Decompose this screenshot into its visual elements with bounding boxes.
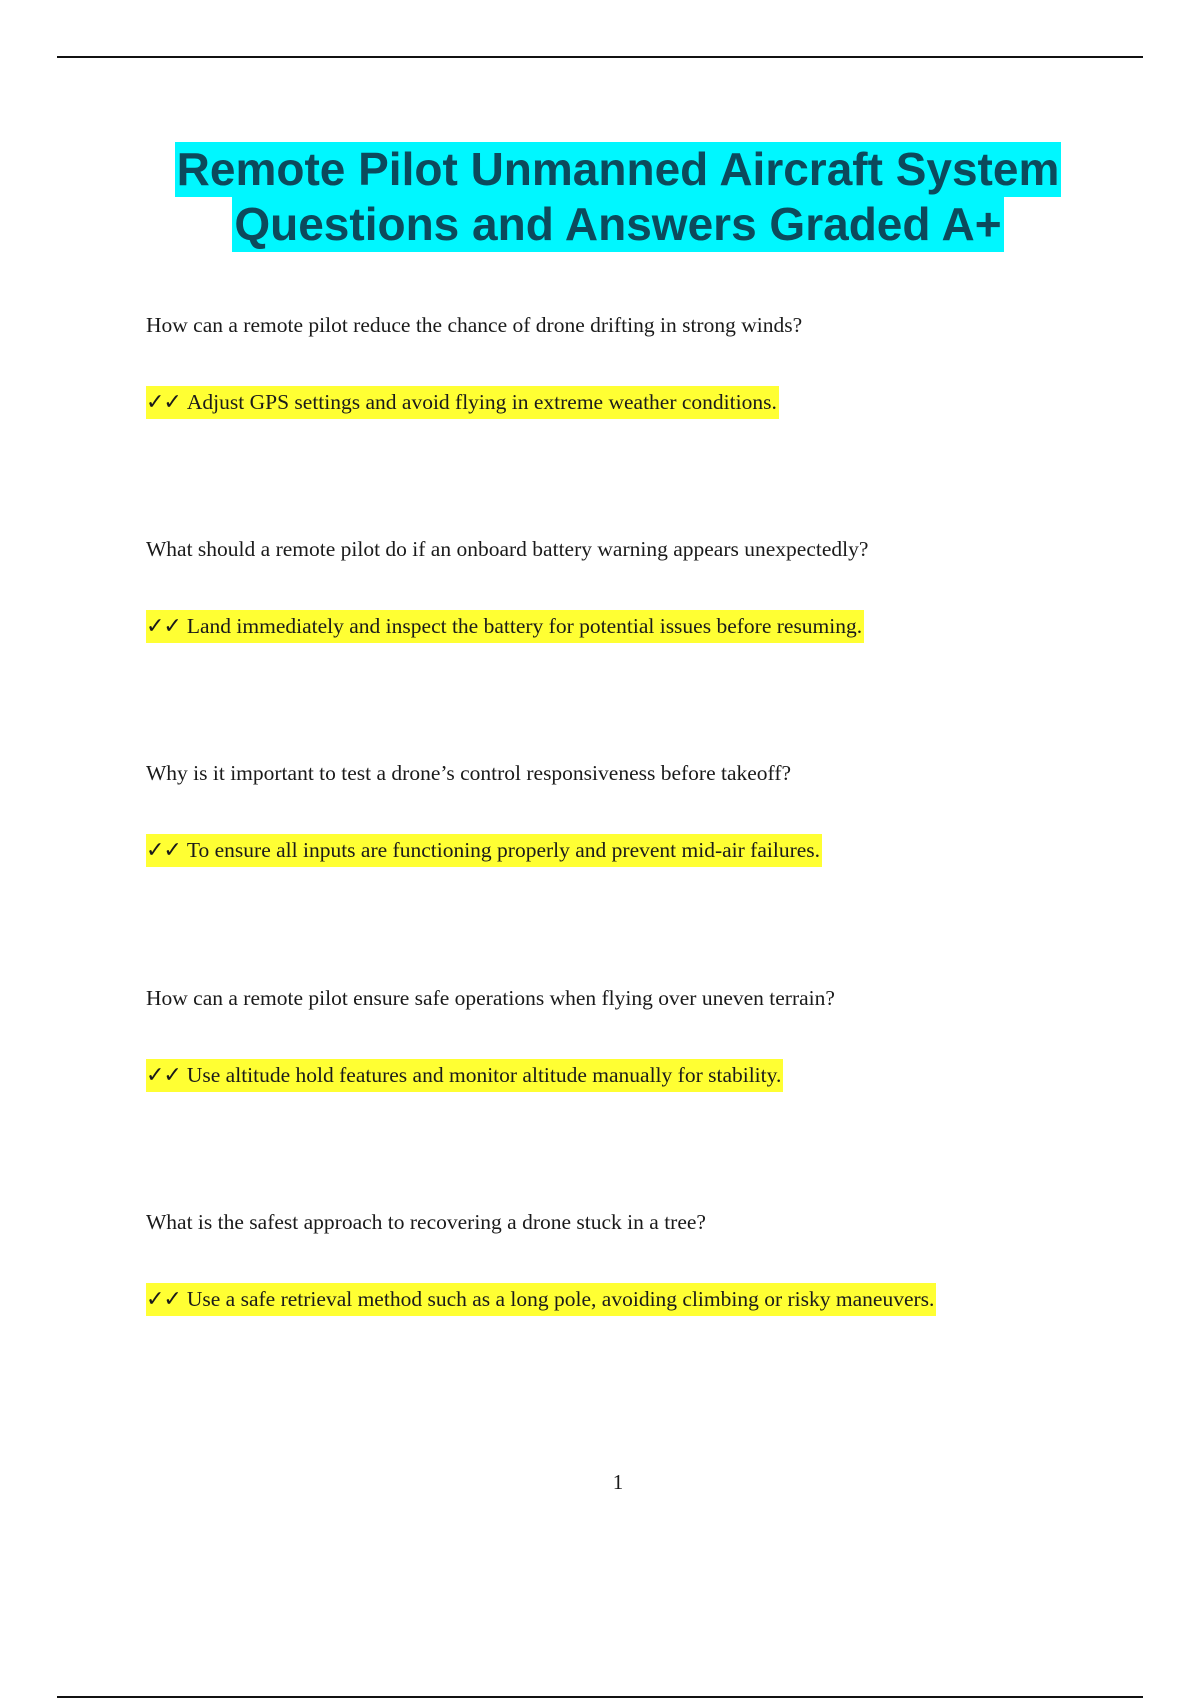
double-check-icon: ✓✓: [146, 1063, 181, 1088]
question-text: What is the safest approach to recovering a drone stuck in a tree?: [146, 1210, 706, 1234]
answer-text: [146, 386, 779, 419]
question-text: How can a remote pilot reduce the chance of drone drifting in strong winds?: [146, 313, 803, 337]
question-text: What should a remote pilot do if an onboard battery warning appears unexpectedly?: [146, 537, 869, 561]
answer-text: [146, 1059, 783, 1092]
page-number: 1: [612, 1470, 624, 1494]
double-check-icon: ✓✓: [146, 390, 181, 415]
double-check-icon: ✓✓: [146, 838, 181, 863]
top-rule: [57, 56, 1143, 58]
answer-text: [146, 1283, 936, 1316]
title-line-2: Questions and Answers Graded A+: [234, 198, 1002, 250]
qa-item: [146, 1207, 1106, 1312]
answer-label: Land immediately and inspect the battery for potential issues before resuming.: [186, 614, 863, 638]
qa-item: [146, 310, 1106, 415]
answer-label: Use a safe retrieval method such as a long pole, avoiding climbing or risky maneuvers.: [186, 1287, 935, 1311]
answer-label: Adjust GPS settings and avoid flying in extreme weather conditions.: [186, 390, 777, 414]
document-title: [0, 142, 1200, 252]
answer-label: Use altitude hold features and monitor altitude manually for stability.: [186, 1063, 782, 1087]
question-text: Why is it important to test a drone’s control responsiveness before takeoff?: [146, 761, 792, 785]
qa-item: [146, 758, 1106, 863]
question-text: How can a remote pilot ensure safe operations when flying over uneven terrain?: [146, 986, 835, 1010]
answer-text: [146, 610, 864, 643]
qa-item: [146, 534, 1106, 639]
answer-text: [146, 834, 822, 867]
qa-item: [146, 983, 1106, 1088]
double-check-icon: ✓✓: [146, 614, 181, 639]
bottom-rule: [57, 1696, 1143, 1698]
double-check-icon: ✓✓: [146, 1287, 181, 1312]
title-line-1: Remote Pilot Unmanned Aircraft System: [176, 143, 1060, 195]
answer-label: To ensure all inputs are functioning properly and prevent mid-air failures.: [186, 838, 821, 862]
